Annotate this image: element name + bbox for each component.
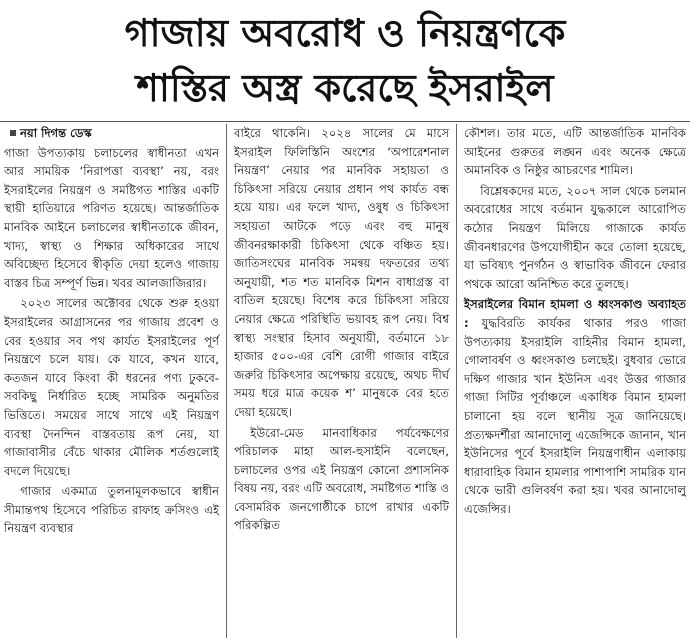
- column-2: [226, 124, 456, 638]
- headline-line-1: গাজায় অবরোধ ও নিয়ন্ত্রণকে: [124, 11, 566, 55]
- headline: [0, 0, 690, 116]
- column-1: [4, 124, 226, 638]
- paragraph: ইউরো-মেড মানবাধিকার পর্যবেক্ষণের পরিচালক মাহা আল-হুসাইনি বলেছেন, চলাচলের ওপর এই নিয়ন্ত্রণ কোনো প্রশাসনিক বিষয় নয়, বরং এটি অবরোধ, সমষ্টিগত শাস্তি ও বেসামরিক জনগোষ্ঠীকে চাপে রাখার একটি পরিকল্পিত: [234, 425, 449, 533]
- article-body: [4, 124, 686, 638]
- subheading: ইসরাইলের বিমান হামলা ও ধ্বংসকাণ্ড অব্যাহত :: [464, 297, 686, 330]
- paragraph: গাজা উপত্যকায় চলাচলের স্বাধীনতা এখন আর সাময়িক ‘নিরাপত্তা ব্যবস্থা’ নয়, বরং ইসরাইলের নিয়ন্ত্রণ ও সমষ্টিগত শাস্তির একটি স্থায়ী হাতিয়ারে পরিণত হয়েছে। আন্তর্জাতিক মানবিক আইনে চলাচলের স্বাধীনতাকে জীবন, খাদ্য, স্বাস্থ্য ও শিক্ষার অধিকারের সাথে অবিচ্ছেদ্য হিসেবে স্বীকৃতি দেয়া হলেও গাজায় বাস্তব চিত্র সম্পূর্ণ ভিন্ন। খবর আলজাজিরার।: [4, 145, 219, 290]
- byline: [4, 124, 219, 143]
- column-3: [456, 124, 686, 638]
- paragraph: বিশ্লেষকদের মতে, ২০০৭ সাল থেকে চলমান অবরোধের সাথে বর্তমান যুদ্ধকালে আরোপিত কঠোর নিয়ন্ত্রণ মিলিয়ে গাজাকে কার্যত জীবনধারণের উপযোগীহীন করে তোলা হয়েছে, যা ভবিষ্যৎ পুনর্গঠন ও স্বাভাবিক জীবনে ফেরার পথকে আরো অনিশ্চিত করে তুলছে।: [464, 183, 686, 291]
- subhead-paragraph-text: যুদ্ধবিরতি কার্যকর থাকার পরও গাজা উপত্যকায় ইসরাইলি বাহিনীর বিমান হামলা, গোলাবর্ষণ ও ধ্বংসকাণ্ড চলছেই। বুধবার ভোরে দক্ষিণ গাজার খান ইউনিস এবং উত্তর গাজার গাজা সিটির পূর্বাঞ্চলে একাধিক বিমান হামলা চালানো হয় বলে স্থানীয় সূত্র জানিয়েছে। প্রত্যক্ষদর্শীরা আনাদোলু এজেন্সিকে জানান, খান ইউনিসের পূর্বে ইসরাইলি নিয়ন্ত্রণাধীন এলাকায় ধারাবাহিক বিমান হামলার পাশাপাশি সামরিক যান থেকে ভারী গুলিবর্ষণ করা হয়। খবর আনাদোলু এজেন্সির।: [464, 315, 686, 516]
- paragraph-with-subhead: [464, 295, 686, 518]
- paragraph: গাজার একমাত্র তুলনামূলকভাবে স্বাধীন সীমান্তপথ হিসেবে পরিচিত রাফাহ ক্রসিংও এই নিয়ন্ত্রণ ব্যবস্থার: [4, 484, 219, 536]
- headline-line-2: শাস্তির অস্ত্র করেছে ইসরাইল: [136, 66, 554, 110]
- byline-text: নয়া দিগন্ত ডেস্ক: [20, 126, 92, 140]
- paragraph: বাইরে থাকেনি। ২০২৪ সালের মে মাসে ইসরাইল ফিলিস্তিনি অংশের ‘অপারেশনাল নিয়ন্ত্রণ’ নেয়ার পর মানবিক সহায়তা ও চিকিৎসা সরিয়ে নেয়ার প্রধান পথ কার্যত বন্ধ হয়ে যায়। এর ফলে খাদ্য, ওষুধ ও চিকিৎসা সহায়তা আটকে পড়ে এবং বহু মানুষ জীবনরক্ষাকারী চিকিৎসা থেকে বঞ্চিত হয়। জাতিসংঘের মানবিক সমন্বয় দফতরের তথ্য অনুযায়ী, শত শত মানবিক মিশন বাধাগ্রস্ত বা বাতিল হয়েছে। বিশেষ করে চিকিৎসা সরিয়ে নেয়ার ক্ষেত্রে পরিস্থিতি ভয়াবহ রূপ নেয়। বিশ্ব স্বাস্থ্য সংস্থার হিসাব অনুযায়ী, বর্তমানে ১৮ হাজার ৫০০-এর বেশি রোগী গাজার বাইরে জরুরি চিকিৎসার অপেক্ষায় রয়েছে, অথচ দীর্ঘ সময় ধরে মাত্র কয়েক শ’ মানুষকে বের হতে দেয়া হয়েছে।: [234, 126, 449, 419]
- paragraph: কৌশল। তার মতে, এটি আন্তর্জাতিক মানবিক আইনের গুরুতর লঙ্ঘন এবং অনেক ক্ষেত্রে অমানবিক ও নিষ্ঠুর আচরণের শামিল।: [464, 126, 686, 178]
- square-bullet-icon: [10, 130, 16, 136]
- paragraph: ২০২৩ সালের অক্টোবর থেকে শুরু হওয়া ইসরাইলের আগ্রাসনের পর গাজায় প্রবেশ ও বের হওয়ার সব পথ কার্যত ইসরাইলের পূর্ণ নিয়ন্ত্রণে চলে যায়। কে যাবে, কখন যাবে, কতজন যাবে কিংবা কী ধরনের পণ্য ঢুকবে- সবকিছু নির্ধারিত হচ্ছে সামরিক অনুমতির ভিত্তিতে। সময়ের সাথে সাথে এই নিয়ন্ত্রণ ব্যবস্থা দৈনন্দিন বাস্তবতায় রূপ নেয়, যা গাজাবাসীর বেঁচে থাকার মৌলিক শর্তগুলোই বদলে দিয়েছে।: [4, 296, 219, 478]
- headline-divider: [0, 121, 690, 122]
